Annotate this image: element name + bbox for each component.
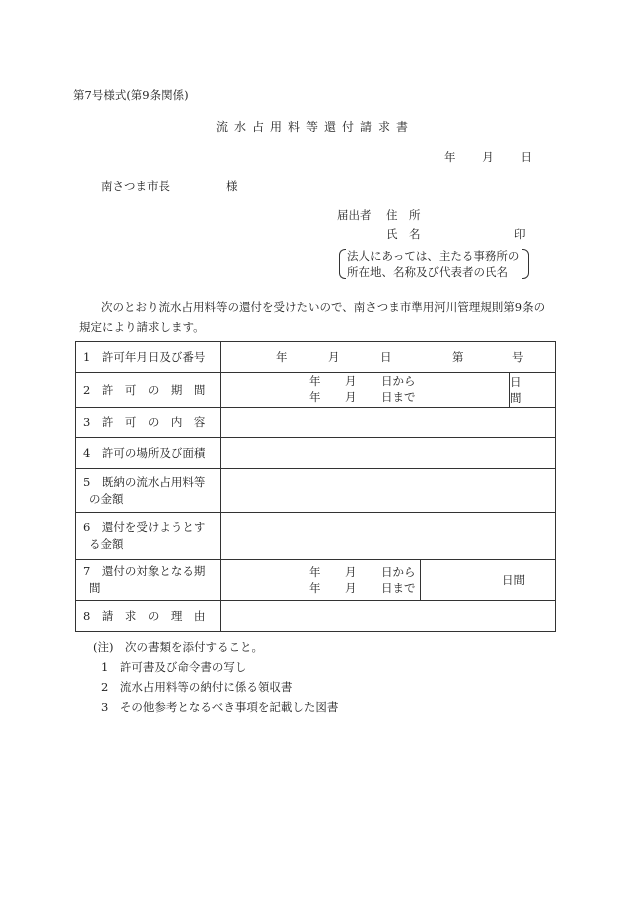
- addressee-honorific: 様: [226, 179, 238, 193]
- table-row: [76, 342, 556, 373]
- to-label: 日まで: [381, 581, 416, 595]
- table-row: [76, 601, 556, 632]
- request-table: [75, 341, 556, 632]
- month-label: 月: [345, 581, 357, 595]
- row-label: [76, 469, 221, 513]
- table-row: [76, 408, 556, 438]
- row-label: [76, 513, 221, 560]
- refund-days-field[interactable]: [421, 560, 555, 600]
- paid-amount-field[interactable]: [221, 469, 556, 513]
- row-label: 2 許 可 の 期 間: [76, 373, 221, 408]
- month-label: 月: [345, 390, 357, 404]
- request-statement: [79, 297, 559, 337]
- month-label: 月: [345, 374, 357, 388]
- row-label-line1: 5 既納の流水占用料等: [83, 474, 206, 489]
- to-label: 日まで: [381, 390, 416, 404]
- table-row: [76, 373, 556, 408]
- row-label-line2: る金額: [89, 537, 124, 551]
- list-item: 2 流水占用料等の納付に係る領収書: [101, 680, 293, 694]
- corporate-note-text: [347, 248, 519, 280]
- period-cell: [221, 560, 556, 601]
- name-label: 氏 名: [386, 227, 421, 241]
- year-label: 年: [309, 390, 321, 404]
- applicant-label: 届出者: [337, 208, 372, 222]
- date-line: [444, 149, 532, 165]
- row-label: 4 許可の場所及び面積: [76, 438, 221, 469]
- left-bracket: [339, 249, 346, 279]
- year-label: 年: [309, 374, 321, 388]
- address-label: 住 所: [386, 208, 421, 222]
- from-label: 日から: [381, 374, 416, 388]
- number-suffix: 号: [512, 350, 524, 364]
- day-label: 日: [380, 350, 392, 364]
- addressee: [101, 178, 238, 194]
- request-statement-line1: 次のとおり流水占用料等の還付を受けたいので、南さつま市準用河川管理規則第9条の: [101, 300, 546, 314]
- row-label: 8 請 求 の 理 由: [76, 601, 221, 632]
- row-label-line2: の金額: [89, 491, 124, 506]
- refund-amount-field[interactable]: [221, 513, 556, 560]
- month-label: 月: [345, 565, 357, 579]
- row-label-line1: 6 還付を受けようとす: [83, 520, 206, 534]
- permit-content-field[interactable]: [221, 408, 556, 438]
- list-item: 3 その他参考となるべき事項を記載した図書: [101, 700, 339, 714]
- right-bracket: [522, 249, 529, 279]
- row-label-line2: 間: [89, 581, 101, 595]
- attachment-notes: [93, 637, 338, 717]
- row-label: [76, 560, 221, 601]
- form-number: 第7号様式(第9条関係): [73, 88, 189, 102]
- refund-period-field[interactable]: [221, 560, 421, 600]
- period-cell: [221, 373, 556, 408]
- permit-date-number-field[interactable]: [221, 342, 556, 373]
- from-label: 日から: [381, 565, 416, 579]
- permit-period-field[interactable]: [221, 373, 510, 407]
- table-row: [76, 560, 556, 601]
- addressee-name: 南さつま市長: [101, 179, 170, 193]
- days-label: 日間: [510, 375, 522, 405]
- number-prefix: 第: [452, 350, 464, 364]
- table-row: [76, 513, 556, 560]
- row-label: 1 許可年月日及び番号: [76, 342, 221, 373]
- table-row: [76, 469, 556, 513]
- notes-heading: (注) 次の書類を添付すること。: [93, 640, 263, 654]
- date-year: 年: [444, 150, 456, 164]
- row-label-line1: 7 還付の対象となる期: [83, 564, 206, 578]
- request-statement-line2: 規定により請求します。: [79, 320, 205, 334]
- date-day: 日: [520, 150, 532, 164]
- table-row: [76, 438, 556, 469]
- year-label: 年: [309, 565, 321, 579]
- days-label: 日間: [502, 573, 525, 587]
- year-label: 年: [309, 581, 321, 595]
- year-label: 年: [276, 350, 288, 364]
- seal-mark: 印: [514, 227, 526, 241]
- permit-days-field[interactable]: [510, 373, 555, 407]
- list-item: 1 許可書及び命令書の写し: [101, 660, 247, 674]
- reason-field[interactable]: [221, 601, 556, 632]
- location-area-field[interactable]: [221, 438, 556, 469]
- corporate-note-line1: 法人にあっては、主たる事務所の: [347, 249, 520, 263]
- row-label: 3 許 可 の 内 容: [76, 408, 221, 438]
- document-title: 流水占用料等還付請求書: [215, 120, 414, 134]
- corporate-note-line2: 所在地、名称及び代表者の氏名: [347, 265, 508, 279]
- month-label: 月: [328, 350, 340, 364]
- corporate-note: [339, 248, 529, 280]
- date-month: 月: [482, 150, 494, 164]
